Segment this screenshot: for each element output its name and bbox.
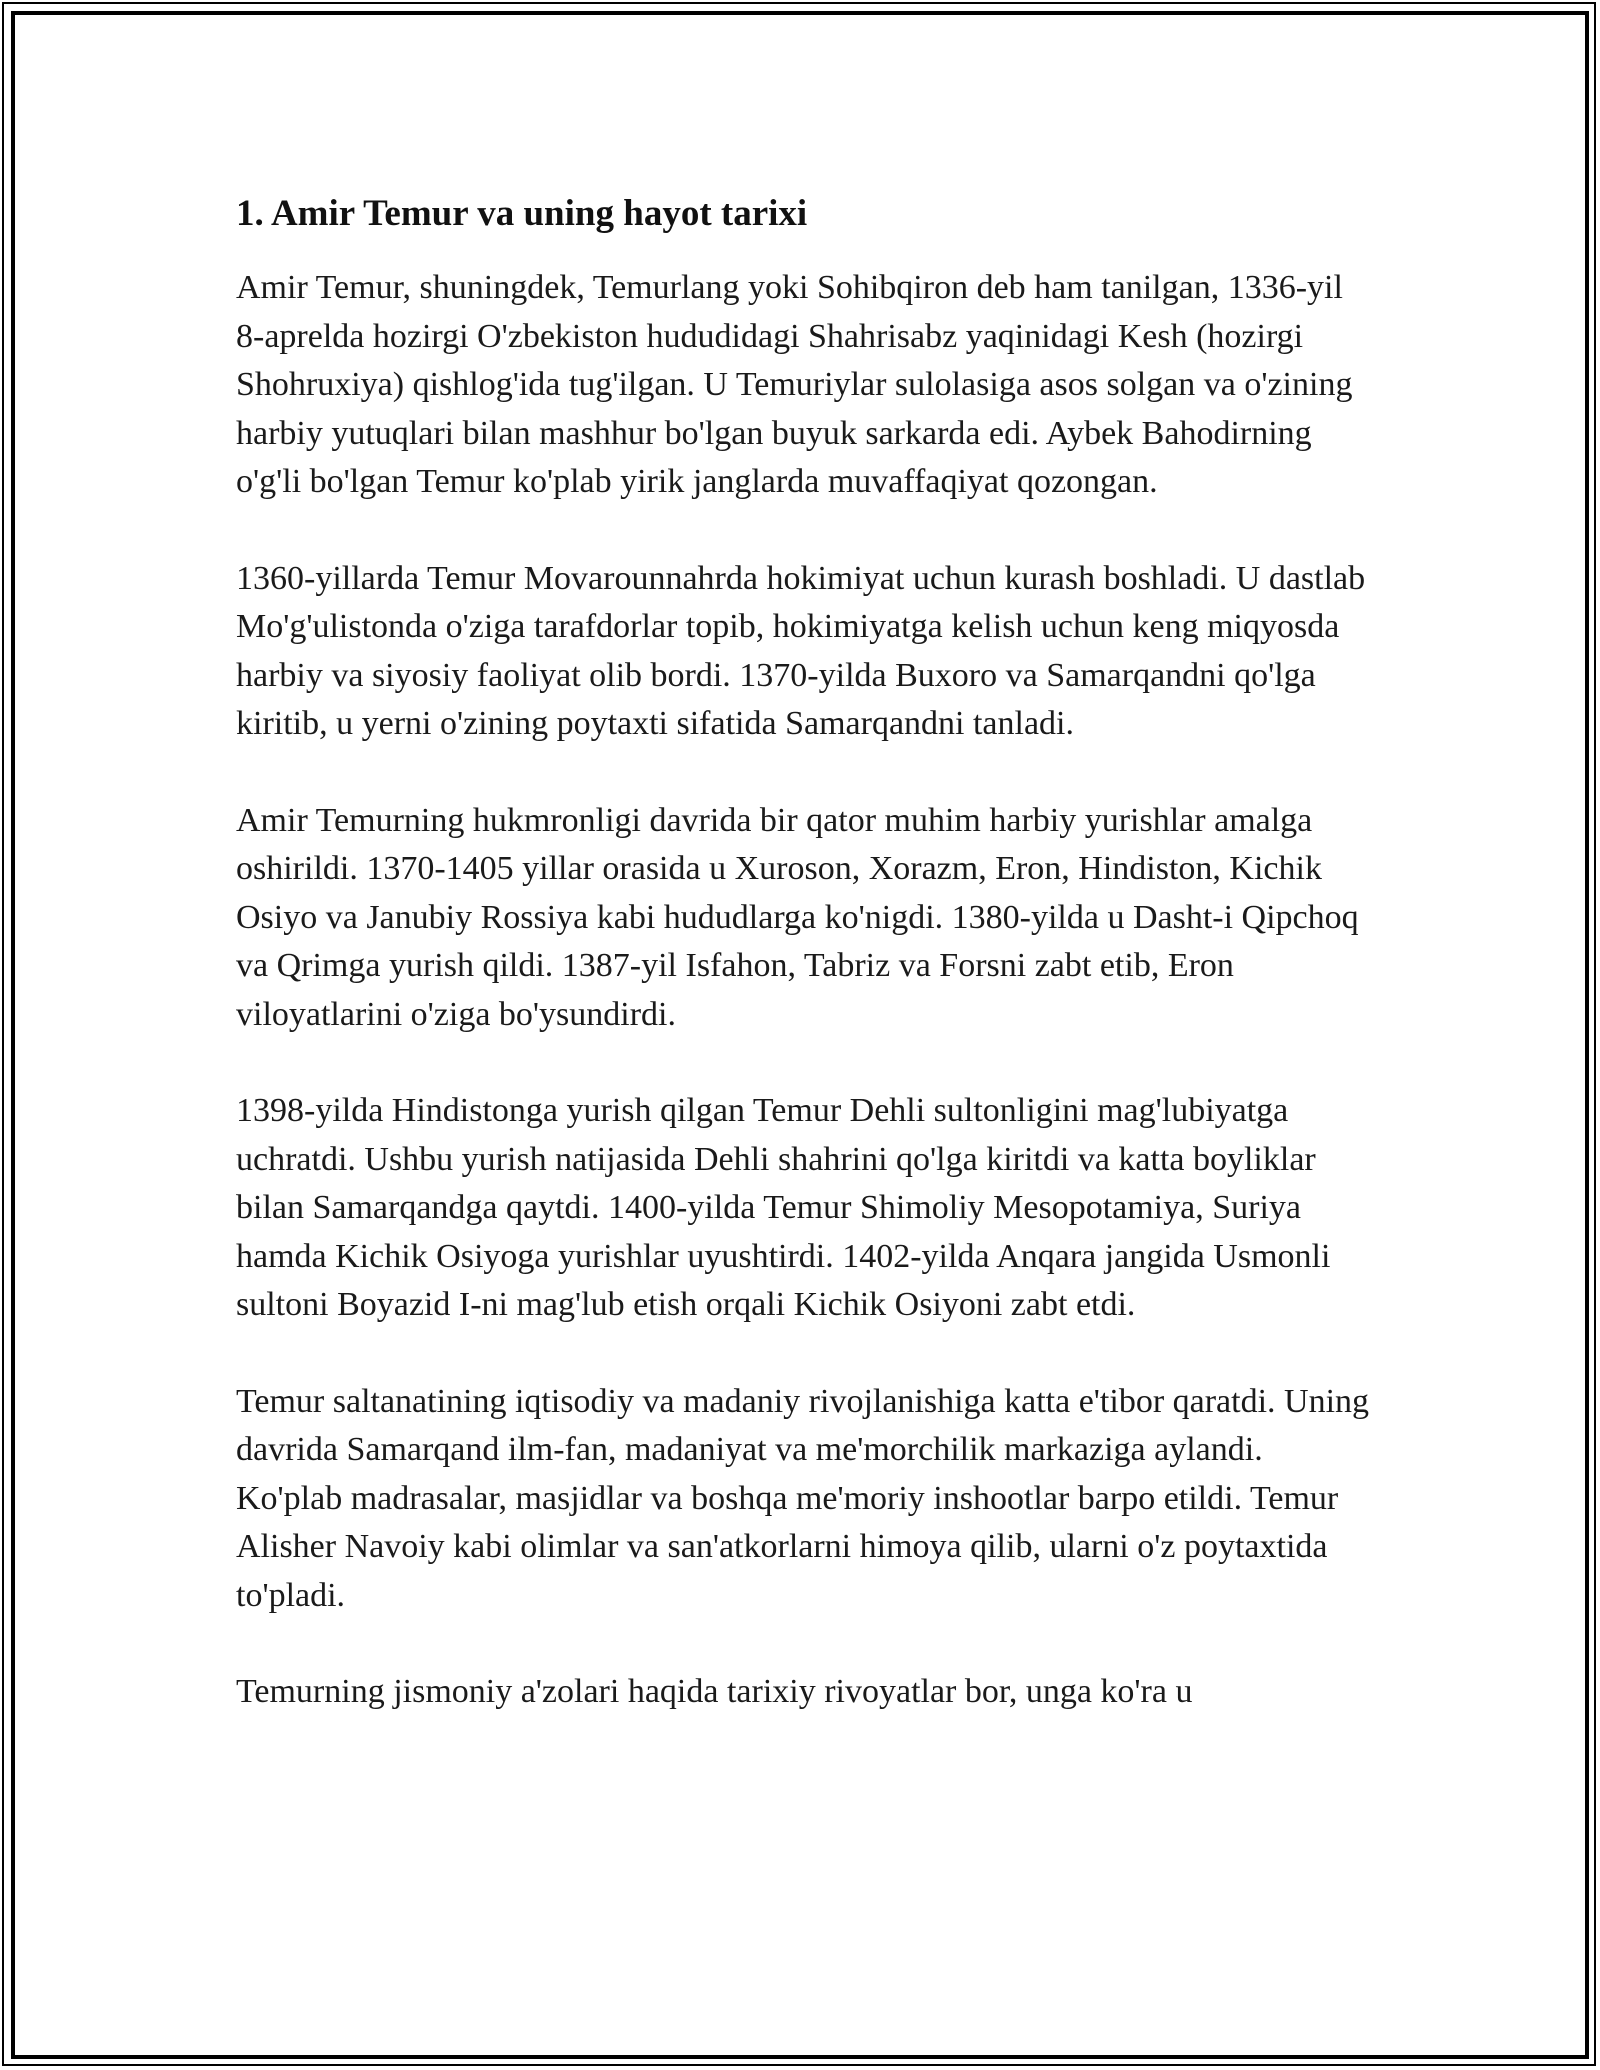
section-heading: 1. Amir Temur va uning hayot tarixi (236, 193, 808, 234)
document-body (236, 186, 1376, 1765)
paragraph-4: 1398-yilda Hindistonga yurish qilgan Temur Dehli sultonligini mag'lubiyatga uchratdi. Ushbu yurish natijasida Dehli shahrini qo'lga kiritdi va katta boyliklar bilan Samarqandga qaytdi. 1400-yilda Temur Shimoliy Mesopotamiya, Suriya hamda Kichik Osiyoga yurishlar uyushtirdi. 1402-yilda Anqara jangida Usmonli sultoni Boyazid I-ni mag'lub etish orqali Kichik Osiyoni zabt etdi. (236, 1092, 1331, 1323)
paragraph-5: Temur saltanatining iqtisodiy va madaniy rivojlanishiga katta e'tibor qaratdi. Uning davrida Samarqand ilm-fan, madaniyat va me'morchilik markaziga aylandi. Ko'plab madrasalar, masjidlar va boshqa me'moriy inshootlar barpo etildi. Temur Alisher Navoiy kabi olimlar va san'atkorlarni himoya qilib, ularni o'z poytaxtida to'pladi. (236, 1382, 1370, 1614)
paragraph-2: 1360-yillarda Temur Movarounnahrda hokimiyat uchun kurash boshladi. U dastlab Mo'g'ulistonda o'ziga tarafdorlar topib, hokimiyatga kelish uchun keng miqyosda harbiy va siyosiy faoliyat olib bordi. 1370-yilda Buxoro va Samarqandni qo'lga kiritib, u yerni o'zining poytaxti sifatida Samarqandni tanladi. (236, 559, 1366, 742)
paragraph-3: Amir Temurning hukmronligi davrida bir qator muhim harbiy yurishlar amalga oshirildi. 1370-1405 yillar orasida u Xuroson, Xorazm, Eron, Hindiston, Kichik Osiyo va Janubiy Rossiya kabi hududlarga ko'nigdi. 1380-yilda u Dasht-i Qipchoq va Qrimga yurish qildi. 1387-yil Isfahon, Tabriz va Forsni zabt etib, Eron viloyatlarini o'ziga bo'ysundirdi. (236, 801, 1359, 1033)
paragraph-6: Temurning jismoniy a'zolari haqida tarixiy rivoyatlar bor, unga ko'ra u (236, 1673, 1193, 1710)
paragraph-1: Amir Temur, shuningdek, Temurlang yoki Sohibqiron deb ham tanilgan, 1336-yil 8-aprelda hozirgi O'zbekiston hududidagi Shahrisabz yaqinidagi Kesh (hozirgi Shohruxiya) qishlog'ida tug'ilgan. U Temuriylar sulolasiga asos solgan va o'zining harbiy yutuqlari bilan mashhur bo'lgan buyuk sarkarda edi. Aybek Bahodirning o'g'li bo'lgan Temur ko'plab yirik janglarda muvaffaqiyat qozongan. (236, 269, 1353, 500)
